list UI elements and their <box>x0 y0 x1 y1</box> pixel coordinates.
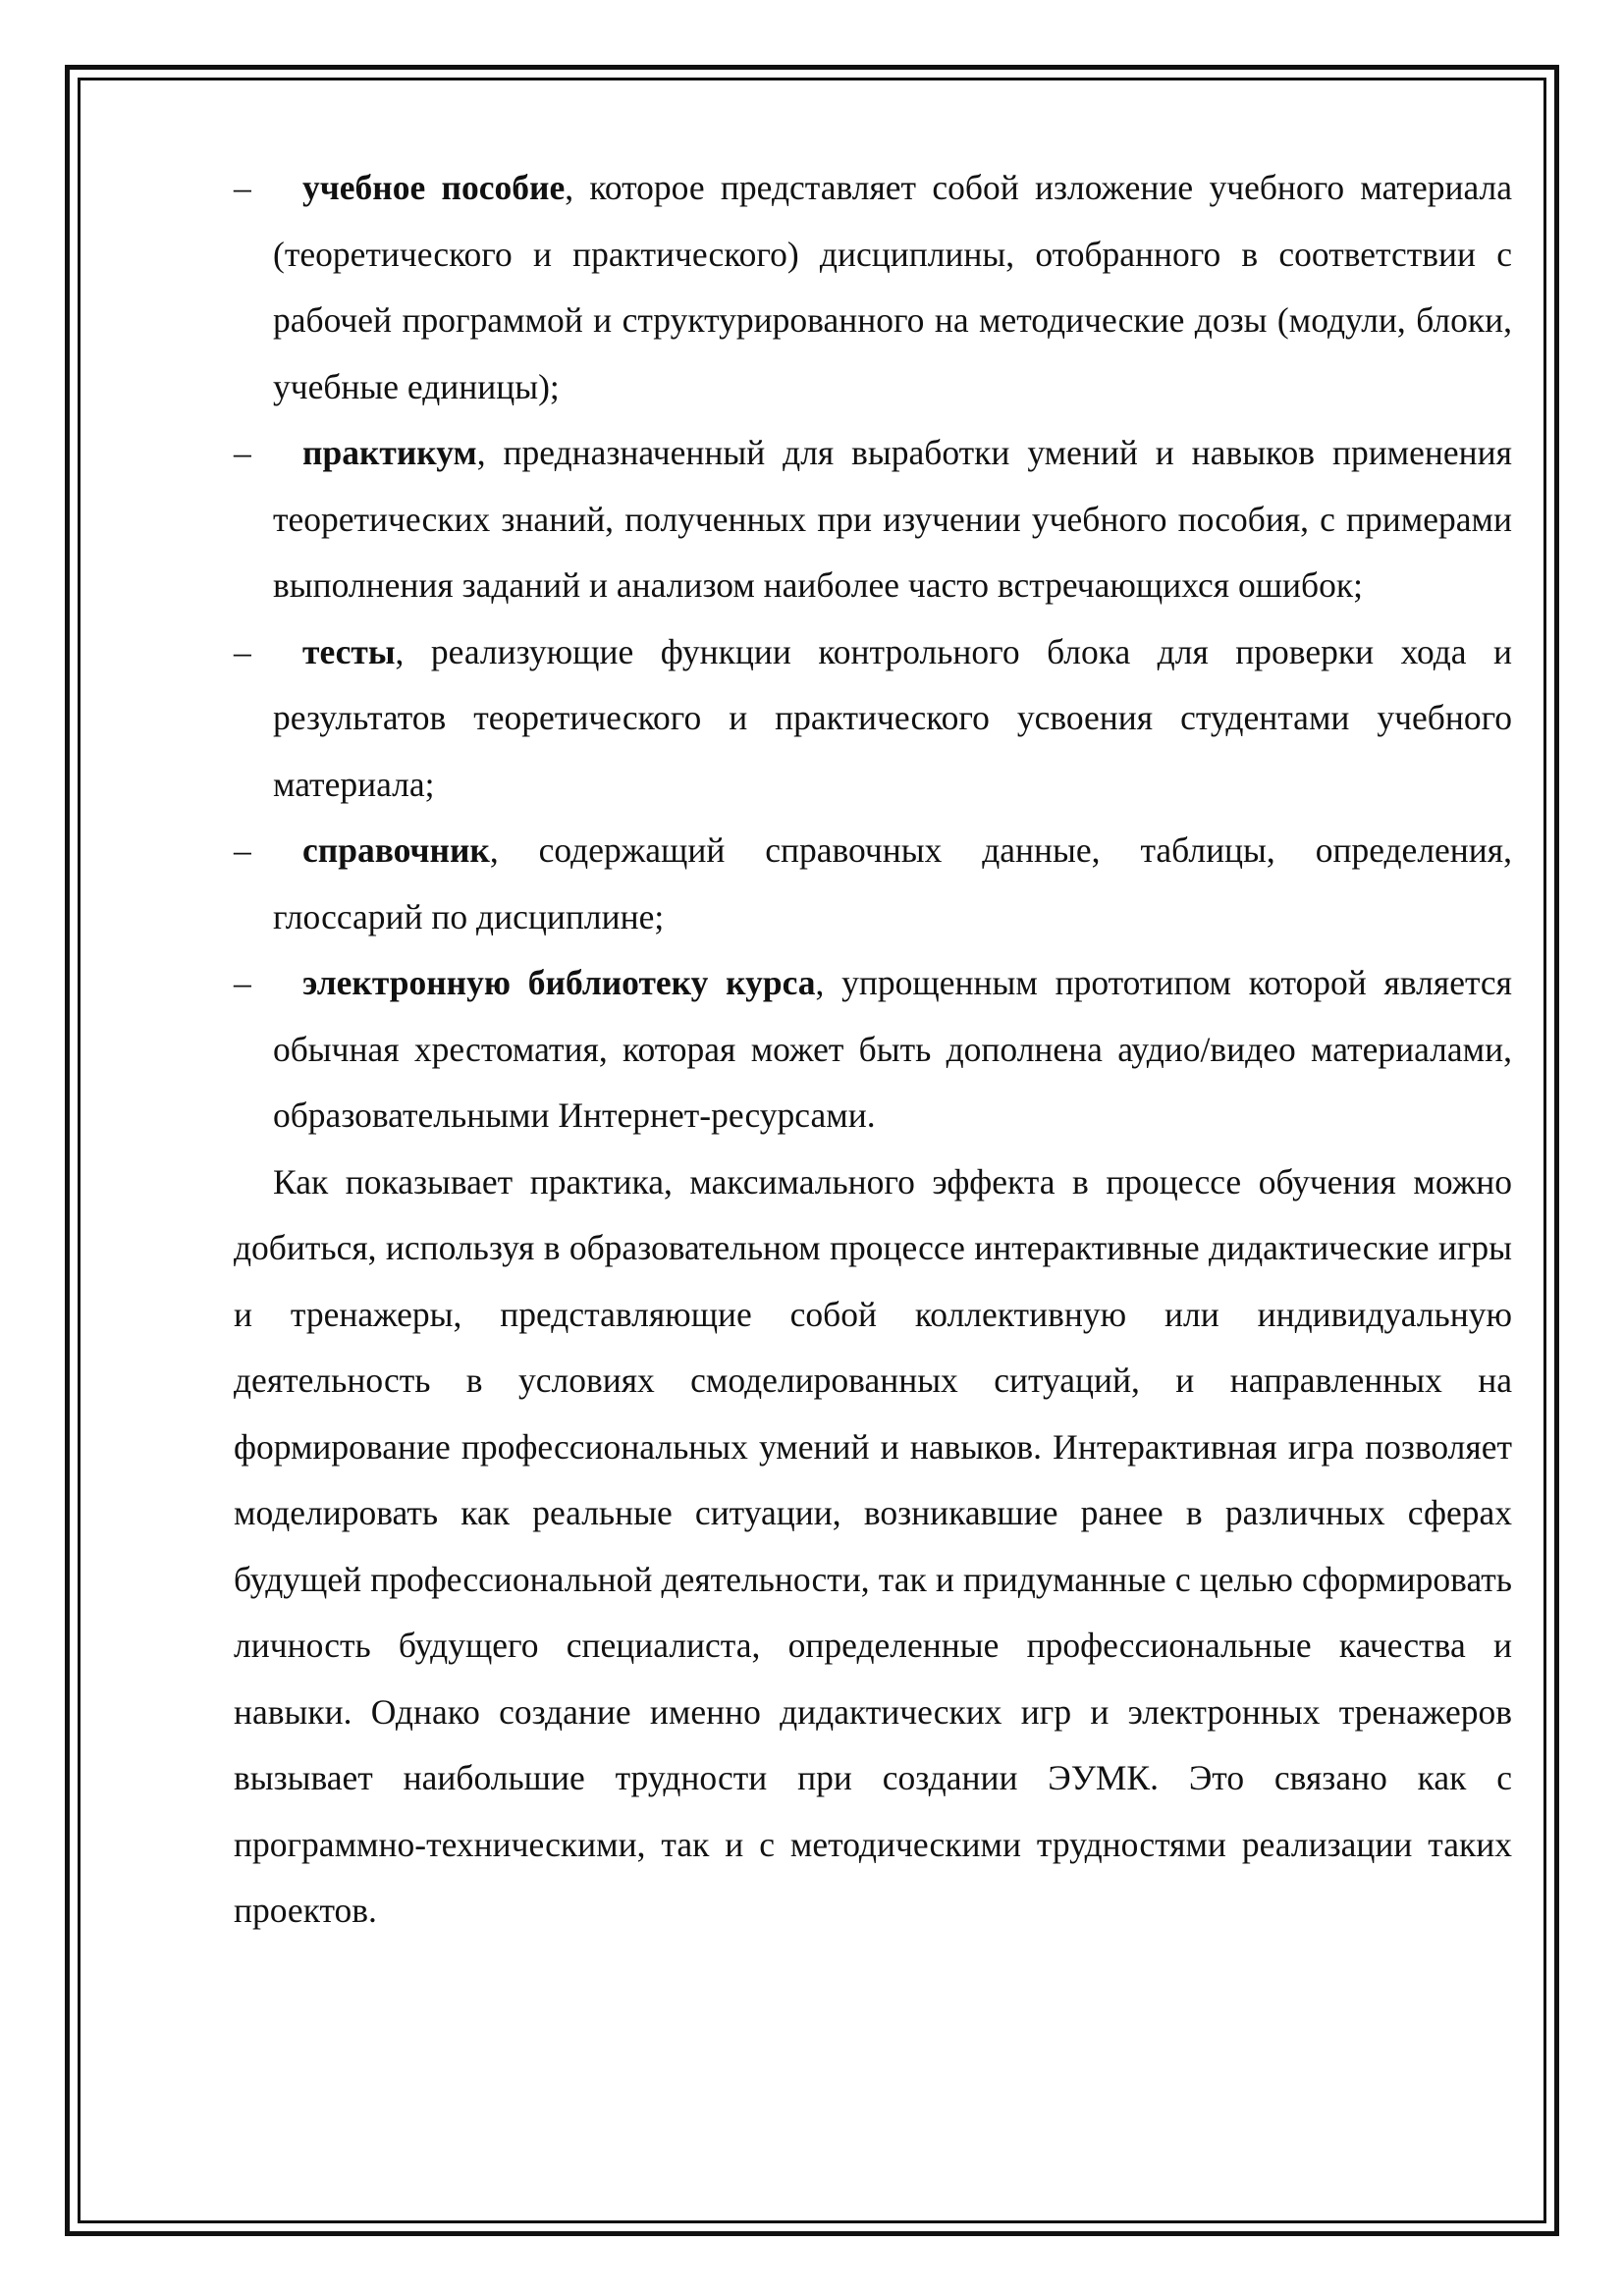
list-item-text: , содержащий справочных данные, таблицы, определения, глоссарий по дисциплине; <box>273 830 1512 936</box>
list-item <box>234 818 1512 950</box>
list-item-term: практикум <box>302 433 477 472</box>
list-item-term: тесты <box>302 631 396 671</box>
list-item <box>234 420 1512 619</box>
list-item-term: учебное пособие <box>302 168 566 207</box>
list-dash: – <box>234 433 251 472</box>
body-paragraph: Как показывает практика, максимального эффекта в процессе обучения можно добиться, используя в образовательном процессе интерактивные дидактические игры и тренажеры, представляющие собой коллективную или индивидуальную деятельность в условиях смоделированных ситуаций, и направленных на формирование профессиональных умений и навыков. Интерактивная игра позволяет моделировать как реальные ситуации, возникавшие ранее в различных сферах будущей профессиональной деятельности, так и придуманные с целью сформировать личность будущего специалиста, определенные профессиональные качества и навыки. Однако создание именно дидактических игр и электронных тренажеров вызывает наибольшие трудности при создании ЭУМК. Это связано как с программно-техническими, так и с методическими трудностями реализации таких проектов. <box>234 1161 1512 1930</box>
list-item <box>234 950 1512 1149</box>
list-item-body <box>273 619 1512 819</box>
list-item-text: , предназначенный для выработки умений и навыков применения теоретических знаний, полученных при изучении учебного пособия, с примерами выполнения заданий и анализом наиболее часто встречающихся ошибок; <box>273 433 1512 605</box>
list-item <box>234 155 1512 420</box>
list-dash: – <box>234 168 251 207</box>
list-item-body <box>273 420 1512 619</box>
list-item-text: , которое представляет собой изложение учебного материала (теоретического и практического) дисциплины, отобранного в соответствии с рабочей программой и структурированного на методические дозы (модули, блоки, учебные единицы); <box>273 168 1512 406</box>
list-item-term: справочник <box>302 830 490 870</box>
list-item-body <box>273 155 1512 420</box>
list-item-body <box>273 818 1512 950</box>
list-item-body <box>273 950 1512 1149</box>
list-item <box>234 619 1512 819</box>
list-dash: – <box>234 631 251 671</box>
list-dash: – <box>234 830 251 870</box>
list-item-term: электронную библиотеку курса <box>302 963 816 1002</box>
list-item-text: , реализующие функции контрольного блока для проверки хода и результатов теоретического и практического усвоения студентами учебного материала; <box>273 631 1512 804</box>
list-dash: – <box>234 963 251 1002</box>
document-body <box>234 155 1512 1945</box>
list-item-text: , упрощенным прототипом которой является обычная хрестоматия, которая может быть дополнена аудио/видео материалами, образовательными Интернет-ресурсами. <box>273 963 1512 1135</box>
